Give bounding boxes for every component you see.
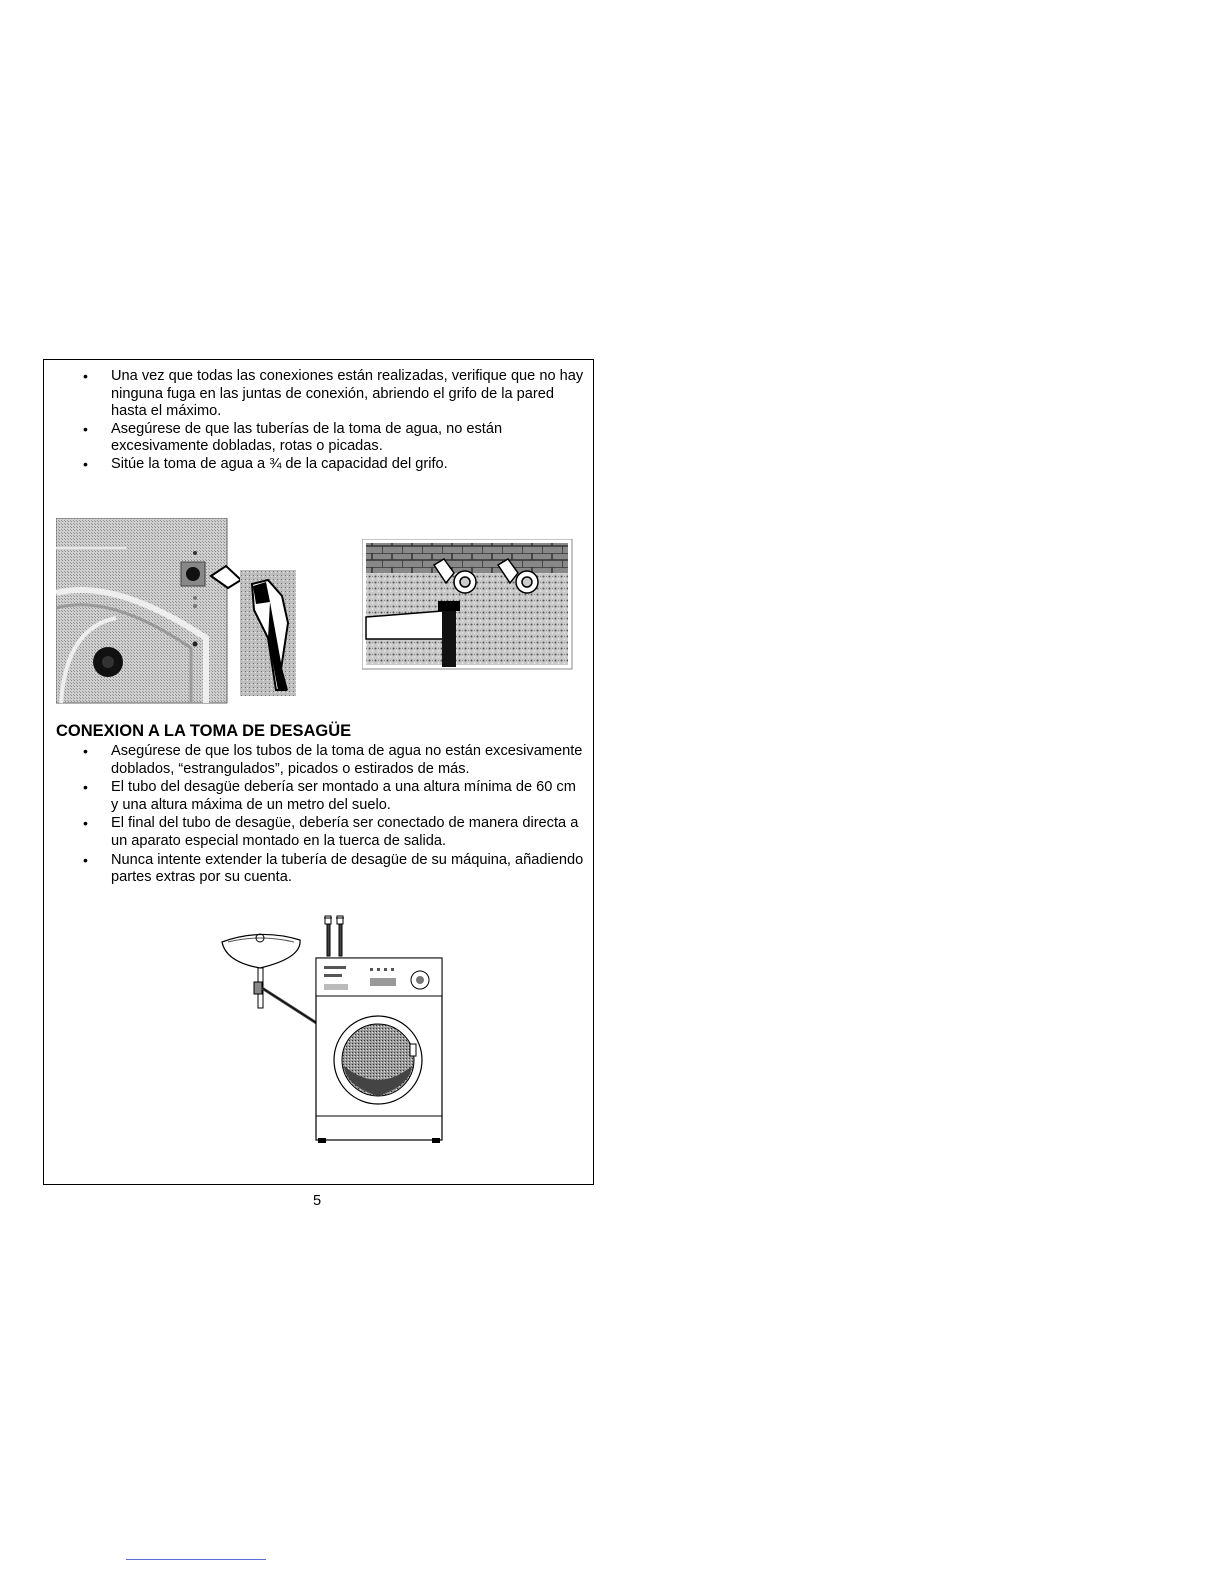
list-item: • Nunca intente extender la tubería de desagüe de su máquina, añadiendo partes extras por su cuenta. (44, 852, 584, 887)
list-item: • El final del tubo de desagüe, debería ser conectado de manera directa a un aparato especial montado en la tuerca de salida. (44, 815, 584, 850)
list-item: • El tubo del desagüe debería ser montado a una altura mínima de 60 cm y una altura máxima de un metro del suelo. (44, 779, 584, 814)
content-frame (43, 359, 594, 1185)
washer-back-inlet-illustration (56, 518, 301, 704)
drain-bullet-list (44, 743, 584, 888)
list-item: • Asegúrese de que los tubos de la toma de agua no están excesivamente doblados, “estrangulados”, picados o estirados de más. (44, 743, 584, 778)
list-item: • Sitúe la toma de agua a ¾ de la capacidad del grifo. (44, 456, 584, 474)
list-item: • Una vez que todas las conexiones están realizadas, verifique que no hay ninguna fuga en las juntas de conexión, abriendo el grifo de la pared hasta el máximo. (44, 368, 584, 421)
top-bullet-list (44, 368, 584, 474)
wall-tap-illustration (362, 539, 574, 671)
drain-section-heading: CONEXION A LA TOMA DE DESAGÜE (56, 722, 352, 740)
list-item: • Asegúrese de que las tuberías de la toma de agua, no están excesivamente dobladas, rotas o picadas. (44, 421, 584, 456)
sink-drain-washer-illustration (220, 914, 446, 1148)
page-number: 5 (313, 1193, 322, 1209)
footer-rule (126, 1559, 266, 1560)
